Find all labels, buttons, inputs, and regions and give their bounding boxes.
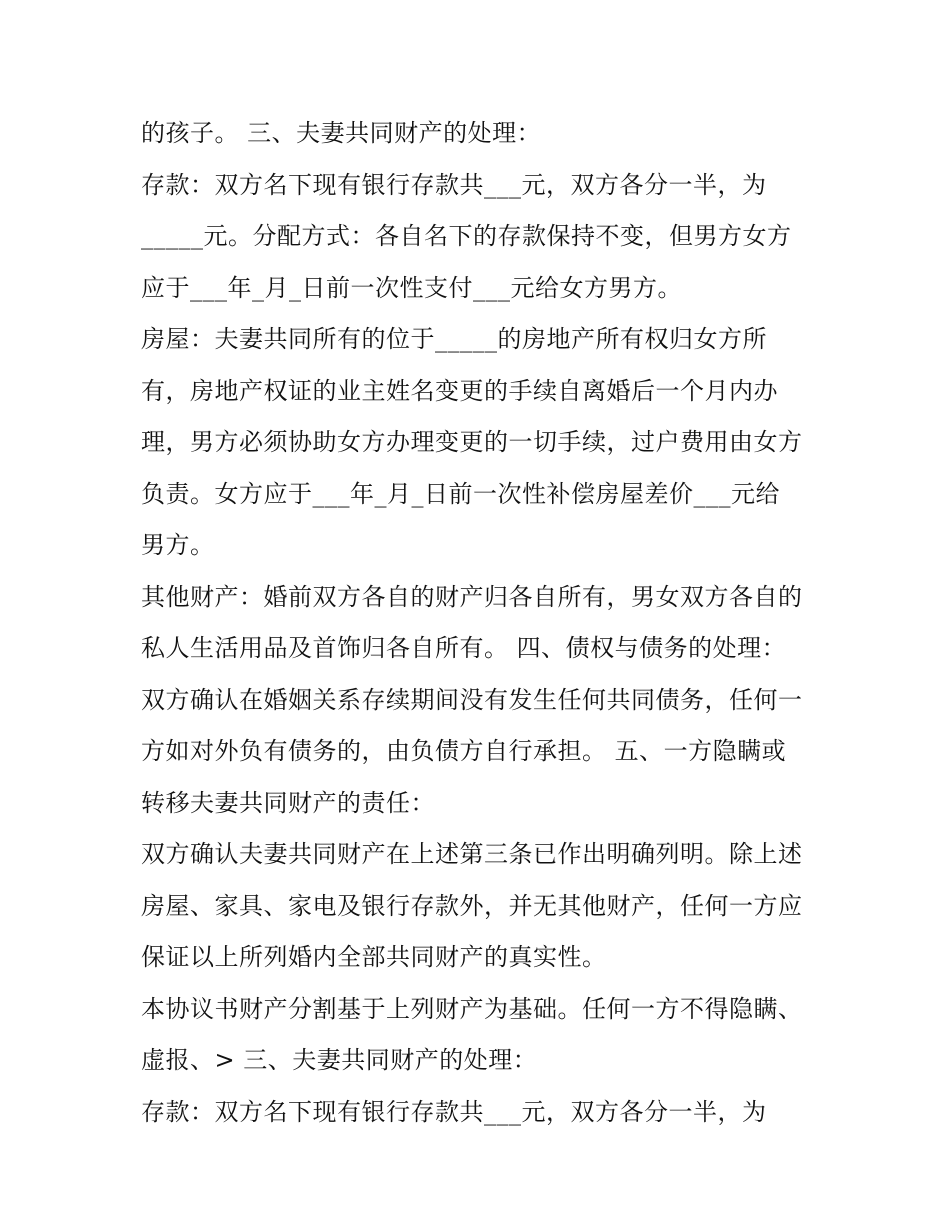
text-line: 应于___年_月_日前一次性支付___元给女方男方。 — [141, 273, 682, 302]
text-line: 转移夫妻共同财产的责任： — [141, 788, 435, 817]
text-line: 有，房地产权证的业主姓名变更的手续自离婚后一个月内办 — [141, 376, 778, 405]
text-line: 私人生活用品及首饰归各自所有。 四、债权与债务的处理： — [141, 634, 787, 662]
text-line: 其他财产：婚前双方各自的财产归各自所有，男女双方各自的 — [141, 582, 803, 611]
text-line: 存款：双方名下现有银行存款共___元，双方各分一半，为 — [141, 170, 767, 199]
text-line: 的孩子。 三、夫妻共同财产的处理： — [141, 119, 542, 147]
text-line: 双方确认在婚姻关系存续期间没有发生任何共同债务，任何一 — [141, 685, 803, 714]
text-line: 双方确认夫妻共同财产在上述第三条已作出明确列明。除上述 — [141, 840, 803, 868]
text-line: 保证以上所列婚内全部共同财产的真实性。 — [141, 943, 607, 971]
text-line: 存款：双方名下现有银行存款共___元，双方各分一半，为 — [141, 1097, 767, 1126]
text-line: 本协议书财产分割基于上列财产为基础。任何一方不得隐瞒、 — [141, 994, 803, 1023]
text-line: _____元。分配方式：各自名下的存款保持不变，但男方女方 — [141, 222, 792, 250]
text-line: 虚报、> 三、夫妻共同财产的处理： — [141, 1046, 538, 1074]
text-line: 负责。女方应于___年_月_日前一次性补偿房屋差价___元给 — [141, 479, 780, 508]
text-line: 房屋、家具、家电及银行存款外，并无其他财产，任何一方应 — [141, 891, 803, 920]
document-body — [141, 108, 831, 1138]
text-line: 方如对外负有债务的，由负债方自行承担。 五、一方隐瞒或 — [141, 737, 787, 765]
text-line: 房屋：夫妻共同所有的位于_____的房地产所有权归女方所 — [141, 325, 767, 353]
text-line: 男方。 — [141, 531, 215, 559]
text-line: 理，男方必须协助女方办理变更的一切手续，过户费用由女方 — [141, 428, 803, 456]
